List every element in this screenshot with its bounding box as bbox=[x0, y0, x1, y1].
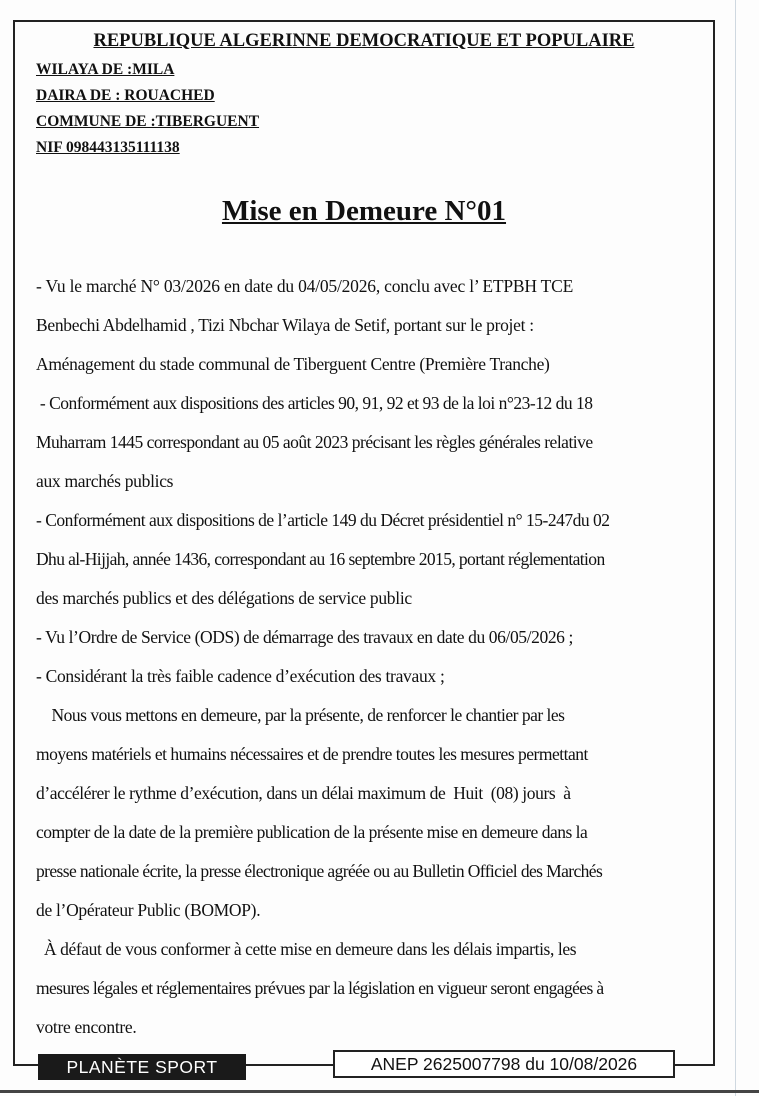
anep-reference: ANEP 2625007798 du 10/08/2026 bbox=[333, 1050, 675, 1078]
body-line: mesures légales et réglementaires prévues par la législation en vigueur seront engagées à bbox=[36, 978, 604, 998]
body-line: votre encontre. bbox=[36, 1017, 137, 1037]
body-line: - Vu le marché N° 03/2026 en date du 04/05/2026, conclu avec l’ ETPBH TCE bbox=[36, 276, 574, 296]
body-line: Muharram 1445 correspondant au 05 août 2023 précisant les règles générales relative bbox=[36, 432, 593, 452]
document-title: Mise en Demeure N°01 bbox=[221, 195, 507, 227]
republic-header: REPUBLIQUE ALGERINNE DEMOCRATIQUE ET POPULAIRE bbox=[93, 31, 635, 51]
footer-rule-middle bbox=[246, 1064, 333, 1066]
body-line: d’accélérer le rythme d’exécution, dans un délai maximum de Huit (08) jours à bbox=[36, 783, 571, 803]
page-bottom-rule bbox=[0, 1090, 759, 1093]
body-line: Benbechi Abdelhamid , Tizi Nbchar Wilaya de Setif, portant sur le projet : bbox=[36, 315, 534, 335]
wilaya-line: WILAYA DE :MILA bbox=[36, 61, 175, 78]
body-line: Dhu al-Hijjah, année 1436, correspondant au 16 septembre 2015, portant réglementation bbox=[36, 549, 605, 569]
footer-rule-left bbox=[13, 1064, 38, 1066]
body-line: de l’Opérateur Public (BOMOP). bbox=[36, 900, 261, 920]
body-line: - Considérant la très faible cadence d’exécution des travaux ; bbox=[36, 666, 445, 686]
body-line: presse nationale écrite, la presse électronique agréée ou au Bulletin Officiel des Marchés bbox=[36, 861, 603, 881]
body-line: compter de la date de la première publication de la présente mise en demeure dans la bbox=[36, 822, 588, 842]
body-line: - Conformément aux dispositions des articles 90, 91, 92 et 93 de la loi n°23-12 du 18 bbox=[36, 393, 593, 413]
daira-line: DAIRA DE : ROUACHED bbox=[36, 87, 215, 104]
commune-line: COMMUNE DE :TIBERGUENT bbox=[36, 113, 260, 130]
body-line: aux marchés publics bbox=[36, 471, 174, 491]
body-line: Nous vous mettons en demeure, par la présente, de renforcer le chantier par les bbox=[36, 705, 565, 725]
body-line: - Conformément aux dispositions de l’article 149 du Décret présidentiel n° 15-247du 02 bbox=[36, 510, 610, 530]
body-line: moyens matériels et humains nécessaires et de prendre toutes les mesures permettant bbox=[36, 744, 588, 764]
body-line: des marchés publics et des délégations de service public bbox=[36, 588, 412, 608]
footer-rule-right bbox=[675, 1064, 715, 1066]
nif-line: NIF 098443135111138 bbox=[36, 139, 180, 156]
body-line: Aménagement du stade communal de Tiberguent Centre (Première Tranche) bbox=[36, 354, 550, 374]
publisher-badge: PLANÈTE SPORT bbox=[38, 1054, 246, 1080]
page-edge bbox=[735, 0, 736, 1096]
body-line: À défaut de vous conformer à cette mise en demeure dans les délais impartis, les bbox=[36, 939, 577, 959]
body-line: - Vu l’Ordre de Service (ODS) de démarrage des travaux en date du 06/05/2026 ; bbox=[36, 627, 573, 647]
